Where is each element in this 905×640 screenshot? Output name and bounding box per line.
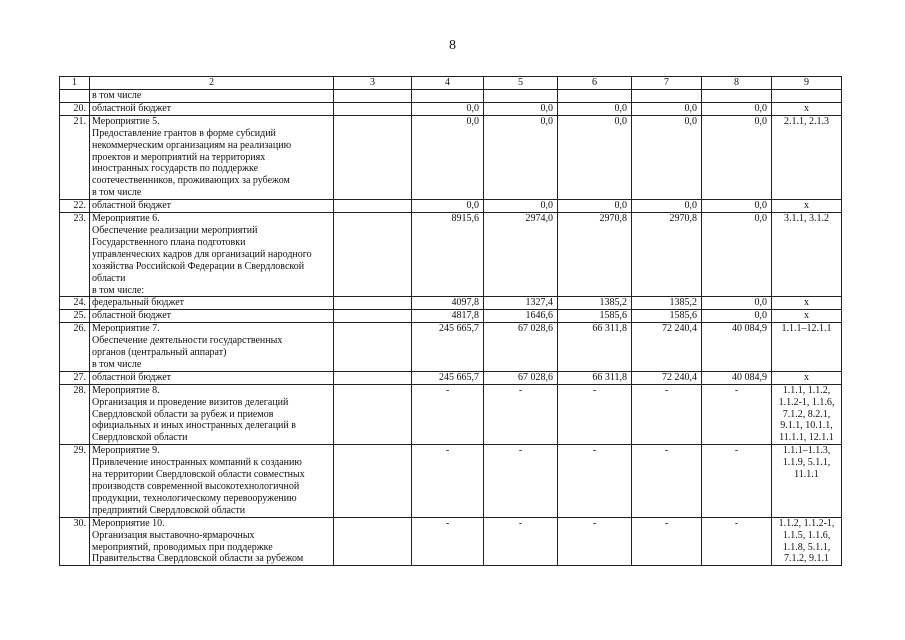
description-line: Организация выставочно-ярмарочных <box>92 529 255 541</box>
indicator-line: 9.1.1, 10.1.1, <box>780 420 833 432</box>
value-cell: 0,0 <box>632 102 702 115</box>
description-line: Мероприятие 8. <box>92 384 160 396</box>
value-cell: - <box>702 384 772 445</box>
row-col3 <box>334 297 412 310</box>
description-line: управленческих кадров для организаций народного <box>92 248 312 260</box>
table-row <box>60 371 842 384</box>
value-cell: 0,0 <box>702 213 772 297</box>
table-row <box>60 384 842 445</box>
value-cell: - <box>702 517 772 566</box>
table-row <box>60 102 842 115</box>
value-cell: - <box>412 445 484 517</box>
row-col3 <box>334 213 412 297</box>
value-cell: 8915,6 <box>412 213 484 297</box>
indicator-line: x <box>804 310 809 322</box>
value-cell: 1385,2 <box>632 297 702 310</box>
description-line: иностранных государств по поддержке <box>92 163 259 175</box>
row-description <box>90 200 334 213</box>
description-line: в том числе <box>92 358 142 370</box>
target-indicators <box>772 200 842 213</box>
header-cell: 3 <box>334 77 412 90</box>
value-cell: 0,0 <box>702 297 772 310</box>
target-indicators <box>772 115 842 199</box>
header-cell: 1 <box>60 77 90 90</box>
row-number: 22. <box>60 200 90 213</box>
description-line: Организация и проведение визитов делегаций <box>92 396 289 408</box>
row-description <box>90 371 334 384</box>
value-cell: 0,0 <box>412 102 484 115</box>
program-table <box>59 76 842 566</box>
value-cell: 72 240,4 <box>632 323 702 372</box>
row-col3 <box>334 200 412 213</box>
indicator-line: 7.1.2, 9.1.1 <box>784 553 829 565</box>
value-cell: 245 665,7 <box>412 371 484 384</box>
value-cell <box>412 90 484 103</box>
value-cell: 72 240,4 <box>632 371 702 384</box>
indicator-line: 2.1.1, 2.1.3 <box>784 115 829 127</box>
value-cell: 1585,6 <box>558 310 632 323</box>
description-line: мероприятий, проводимых при поддержке <box>92 541 273 553</box>
description-line: областной бюджет <box>92 310 172 322</box>
row-col3 <box>334 384 412 445</box>
row-number: 30. <box>60 517 90 566</box>
description-line: Мероприятие 7. <box>92 323 160 335</box>
description-line: соотечественников, проживающих за рубежом <box>92 175 290 187</box>
target-indicators <box>772 371 842 384</box>
page-number: 8 <box>449 38 456 53</box>
value-cell: 0,0 <box>632 115 702 199</box>
description-line: предприятий Свердловской области <box>92 504 246 516</box>
value-cell: - <box>412 517 484 566</box>
value-cell <box>702 90 772 103</box>
value-cell: 2970,8 <box>558 213 632 297</box>
description-line: органов (центральный аппарат) <box>92 347 227 359</box>
row-number: 27. <box>60 371 90 384</box>
table-row <box>60 90 842 103</box>
value-cell: 0,0 <box>558 115 632 199</box>
target-indicators <box>772 213 842 297</box>
value-cell: 67 028,6 <box>484 323 558 372</box>
row-col3 <box>334 323 412 372</box>
value-cell: 0,0 <box>412 200 484 213</box>
row-description <box>90 310 334 323</box>
value-cell: 2974,0 <box>484 213 558 297</box>
value-cell: 40 084,9 <box>702 323 772 372</box>
row-description <box>90 213 334 297</box>
description-line: на территории Свердловской области совместных <box>92 469 305 481</box>
row-col3 <box>334 90 412 103</box>
target-indicators <box>772 297 842 310</box>
row-col3 <box>334 115 412 199</box>
description-line: официальных и иных иностранных делегаций в <box>92 420 296 432</box>
description-line: некоммерческим организациям на реализацию <box>92 139 292 151</box>
value-cell: 40 084,9 <box>702 371 772 384</box>
description-line: Привлечение иностранных компаний к созданию <box>92 457 302 469</box>
value-cell: 0,0 <box>558 200 632 213</box>
value-cell: 0,0 <box>484 200 558 213</box>
value-cell: 1327,4 <box>484 297 558 310</box>
table-row <box>60 310 842 323</box>
row-col3 <box>334 517 412 566</box>
value-cell: - <box>484 384 558 445</box>
indicator-line: 1.1.2-1, 1.1.6, <box>778 396 835 408</box>
value-cell: 0,0 <box>484 102 558 115</box>
value-cell <box>632 90 702 103</box>
table-row <box>60 200 842 213</box>
value-cell <box>558 90 632 103</box>
value-cell: - <box>412 384 484 445</box>
description-line: областной бюджет <box>92 200 172 212</box>
value-cell: 1646,6 <box>484 310 558 323</box>
description-line: областной бюджет <box>92 371 172 383</box>
row-description <box>90 384 334 445</box>
indicator-line: 1.1.9, 5.1.1, <box>782 457 831 469</box>
table-row <box>60 115 842 199</box>
value-cell: 0,0 <box>412 115 484 199</box>
description-line: в том числе <box>92 90 142 101</box>
indicator-line: 1.1.8, 5.1.1, <box>782 541 831 553</box>
value-cell: 1385,2 <box>558 297 632 310</box>
target-indicators <box>772 310 842 323</box>
table-row <box>60 323 842 372</box>
indicator-line: x <box>804 371 809 383</box>
description-line: Правительства Свердловской области за рубежом <box>92 553 304 565</box>
indicator-line: 11.1.1 <box>794 469 819 481</box>
target-indicators <box>772 517 842 566</box>
description-line: в том числе: <box>92 284 145 296</box>
value-cell: - <box>632 517 702 566</box>
row-number: 20. <box>60 102 90 115</box>
indicator-line: x <box>804 200 809 212</box>
row-number: 24. <box>60 297 90 310</box>
target-indicators <box>772 323 842 372</box>
indicator-line: 1.1.2, 1.1.2-1, <box>778 517 835 529</box>
row-number: 21. <box>60 115 90 199</box>
description-line: Свердловской области <box>92 432 188 444</box>
target-indicators <box>772 445 842 517</box>
value-cell: - <box>484 517 558 566</box>
value-cell: 0,0 <box>702 200 772 213</box>
description-line: производств современной высокотехнологичной <box>92 481 300 492</box>
description-line: в том числе <box>92 187 142 199</box>
description-line: Мероприятие 9. <box>92 445 160 457</box>
description-line: проектов и мероприятий на территориях <box>92 151 266 163</box>
value-cell: - <box>632 384 702 445</box>
header-cell: 8 <box>702 77 772 90</box>
description-line: Предоставление грантов в форме субсидий <box>92 127 276 139</box>
indicator-line: 1.1.1–12.1.1 <box>781 323 832 335</box>
value-cell: 66 311,8 <box>558 371 632 384</box>
indicator-line: x <box>804 297 809 309</box>
header-cell: 5 <box>484 77 558 90</box>
row-col3 <box>334 371 412 384</box>
description-line: продукции, технологическому перевооружению <box>92 492 297 504</box>
header-cell: 7 <box>632 77 702 90</box>
description-line: Государственного плана подготовки <box>92 236 246 248</box>
table-row <box>60 445 842 517</box>
value-cell: 0,0 <box>558 102 632 115</box>
table-row <box>60 517 842 566</box>
row-col3 <box>334 310 412 323</box>
row-number <box>60 90 90 103</box>
value-cell: 67 028,6 <box>484 371 558 384</box>
description-line: Свердловской области за рубеж и приемов <box>92 408 274 420</box>
description-line: Обеспечение реализации мероприятий <box>92 224 258 236</box>
description-line: Мероприятие 5. <box>92 115 160 127</box>
target-indicators <box>772 102 842 115</box>
value-cell: - <box>702 445 772 517</box>
value-cell: 2970,8 <box>632 213 702 297</box>
row-number: 26. <box>60 323 90 372</box>
value-cell: 4097,8 <box>412 297 484 310</box>
value-cell: - <box>632 445 702 517</box>
value-cell: 0,0 <box>484 115 558 199</box>
indicator-line: 1.1.5, 1.1.6, <box>782 529 831 541</box>
target-indicators <box>772 90 842 103</box>
description-line: Мероприятие 6. <box>92 213 160 225</box>
row-number: 25. <box>60 310 90 323</box>
value-cell: 66 311,8 <box>558 323 632 372</box>
value-cell: 0,0 <box>702 115 772 199</box>
row-number: 23. <box>60 213 90 297</box>
header-cell: 6 <box>558 77 632 90</box>
row-number: 28. <box>60 384 90 445</box>
row-description <box>90 445 334 517</box>
row-description <box>90 102 334 115</box>
value-cell: 0,0 <box>632 200 702 213</box>
value-cell: 245 665,7 <box>412 323 484 372</box>
header-row <box>60 77 842 90</box>
header-cell: 9 <box>772 77 842 90</box>
indicator-line: 11.1.1, 12.1.1 <box>779 432 834 444</box>
value-cell: 4817,8 <box>412 310 484 323</box>
indicator-line: 1.1.1, 1.1.2, <box>782 384 831 396</box>
row-description <box>90 297 334 310</box>
indicator-line: 7.1.2, 8.2.1, <box>782 408 831 420</box>
value-cell: 0,0 <box>702 310 772 323</box>
value-cell: 0,0 <box>702 102 772 115</box>
value-cell: 1585,6 <box>632 310 702 323</box>
row-description <box>90 323 334 372</box>
table-row <box>60 213 842 297</box>
row-description <box>90 115 334 199</box>
header-cell: 2 <box>90 77 334 90</box>
row-description <box>90 90 334 103</box>
header-cell: 4 <box>412 77 484 90</box>
description-line: области <box>92 272 126 284</box>
indicator-line: 3.1.1, 3.1.2 <box>784 213 829 225</box>
row-description <box>90 517 334 566</box>
value-cell: - <box>558 445 632 517</box>
description-line: Мероприятие 10. <box>92 517 165 529</box>
row-col3 <box>334 102 412 115</box>
row-number: 29. <box>60 445 90 517</box>
description-line: хозяйства Российской Федерации в Свердловской <box>92 260 305 272</box>
description-line: федеральный бюджет <box>92 297 185 309</box>
value-cell: - <box>558 384 632 445</box>
value-cell: - <box>484 445 558 517</box>
description-line: областной бюджет <box>92 102 172 114</box>
indicator-line: 1.1.1–1.1.3, <box>782 445 831 457</box>
row-col3 <box>334 445 412 517</box>
indicator-line: x <box>804 102 809 114</box>
value-cell: - <box>558 517 632 566</box>
value-cell <box>484 90 558 103</box>
description-line: Обеспечение деятельности государственных <box>92 335 283 347</box>
target-indicators <box>772 384 842 445</box>
table-row <box>60 297 842 310</box>
